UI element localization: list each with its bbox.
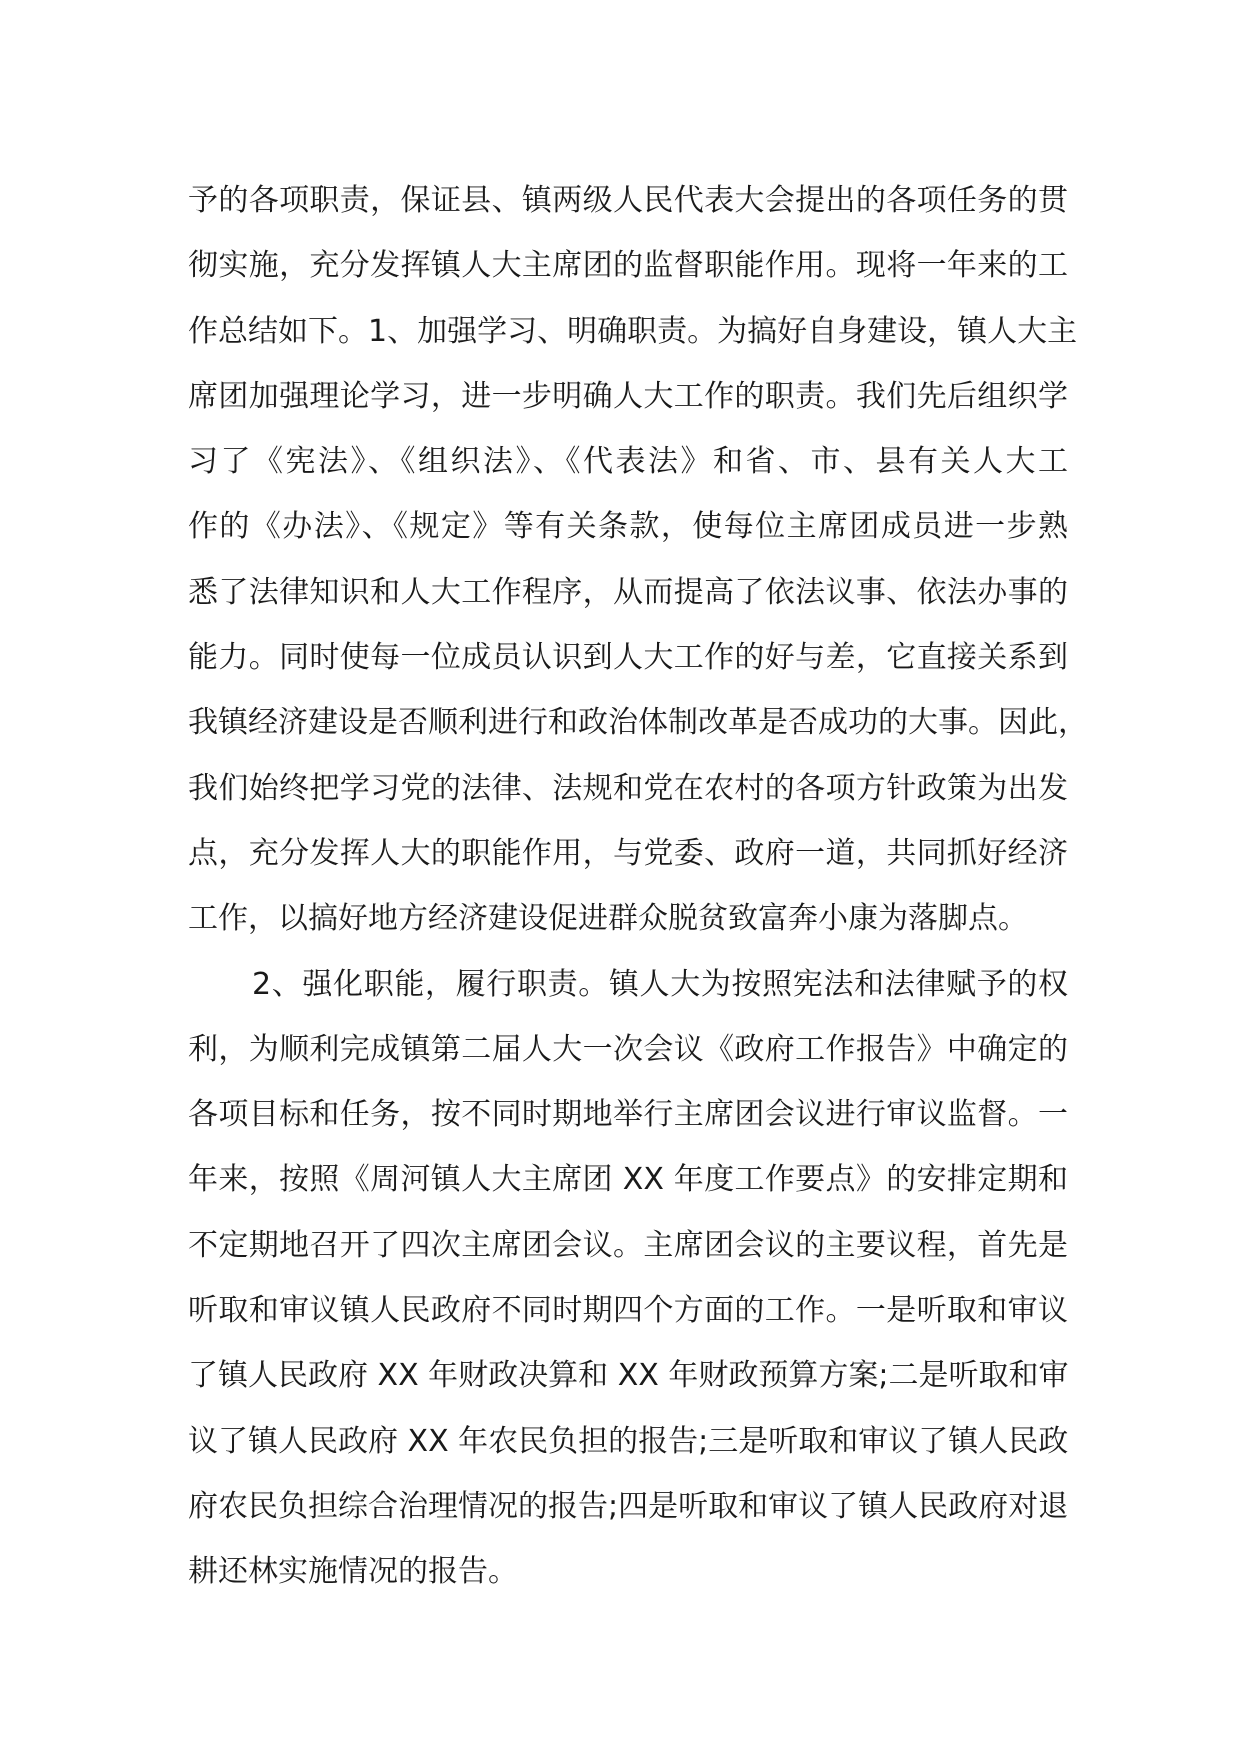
text-line: 不定期地召开了四次主席团会议。主席团会议的主要议程，首先是 [188,1227,1068,1263]
text-line: 习了《宪法》、《组织法》、《代表法》和省、市、县有关人大工 [188,444,1068,480]
paragraph-end-line: 耕还林实施情况的报告。 [188,1554,518,1590]
text-line: 点，充分发挥人大的职能作用，与党委、政府一道，共同抓好经济 [188,835,1068,871]
text-line: 予的各项职责，保证县、镇两级人民代表大会提出的各项任务的贯 [188,183,1068,218]
text-line: 能力。同时使每一位成员认识到人大工作的好与差，它直接关系到 [188,640,1068,676]
text-line: 各项目标和任务，按不同时期地举行主席团会议进行审议监督。一 [188,1097,1068,1133]
text-line: 席团加强理论学习，进一步明确人大工作的职责。我们先后组织学 [188,378,1068,414]
text-line: 作的《办法》、《规定》等有关条款，使每位主席团成员进一步熟 [188,509,1068,545]
text-line: 听取和审议镇人民政府不同时期四个方面的工作。一是听取和审议 [188,1293,1068,1329]
paragraph-end-line: 工作，以搞好地方经济建设促进群众脱贫致富奔小康为落脚点。 [188,901,1028,937]
text-line: 议了镇人民政府 XX 年农民负担的报告;三是听取和审议了镇人民政 [188,1423,1069,1459]
text-line: 彻实施，充分发挥镇人大主席团的监督职能作用。现将一年来的工 [188,248,1068,284]
paragraph-start-line: 2、强化职能，履行职责。镇人大为按照宪法和法律赋予的权 [252,966,1068,1002]
text-line: 我镇经济建设是否顺利进行和政治体制改革是否成功的大事。因此， [188,705,1088,741]
text-line: 府农民负担综合治理情况的报告;四是听取和审议了镇人民政府对退 [188,1488,1069,1524]
text-line: 作总结如下。1、加强学习、明确职责。为搞好自身建设，镇人大主 [188,313,1078,349]
text-line: 悉了法律知识和人大工作程序，从而提高了依法议事、依法办事的 [188,574,1068,610]
text-line: 我们始终把学习党的法律、法规和党在农村的各项方针政策为出发 [188,770,1068,806]
text-line: 利，为顺利完成镇第二届人大一次会议《政府工作报告》中确定的 [188,1031,1068,1067]
document-body [188,168,1088,1605]
text-line: 年来，按照《周河镇人大主席团 XX 年度工作要点》的安排定期和 [188,1162,1068,1198]
text-line: 了镇人民政府 XX 年财政决算和 XX 年财政预算方案;二是听取和审 [188,1358,1069,1394]
